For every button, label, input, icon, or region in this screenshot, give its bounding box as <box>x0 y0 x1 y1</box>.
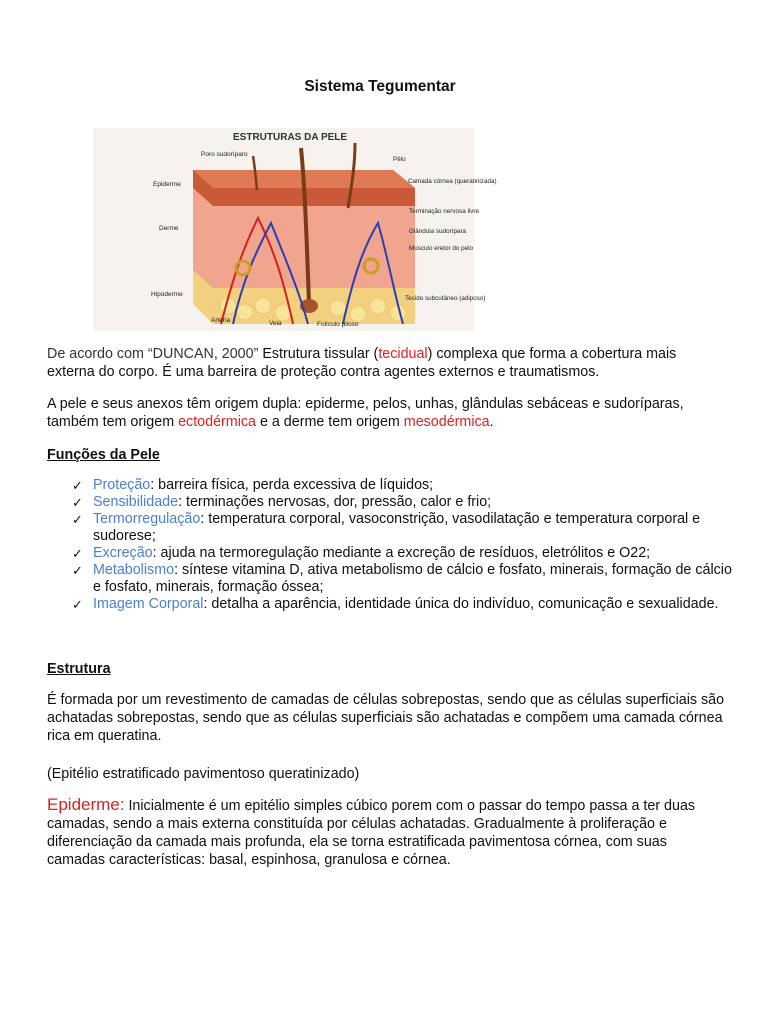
checkmark-icon: ✓ <box>72 478 83 493</box>
function-term: Excreção <box>93 545 153 561</box>
figure-heading: ESTRUTURAS DA PELE <box>233 132 348 143</box>
functions-heading: Funções da Pele <box>47 447 160 463</box>
label-poro: Poro sudoríparo <box>201 151 248 158</box>
function-term: Proteção <box>93 477 151 493</box>
epiderme-text: Inicialmente é um epitélio simples cúbico porem com o passar do tempo passa a ter duas camadas, sendo a mais externa constituída por células achatadas. Gradualmente à proliferação e diferenciação da camada mais profunda, ela se torna estratificada pavimentosa córnea, com suas camadas características: basal, espinhosa, granulosa e córnea. <box>47 798 696 868</box>
checkmark-icon: ✓ <box>72 563 83 578</box>
citation: De acordo com “DUNCAN, 2000” <box>47 346 263 362</box>
label-pelo: Pêlo <box>393 156 406 163</box>
list-item <box>47 596 737 613</box>
label-veia: Veia <box>269 320 282 327</box>
origin-text-b: e a derme tem origem <box>255 414 404 430</box>
structure-paragraph: É formada por um revestimento de camadas de células sobrepostas, sendo que as células superficiais são achatadas sobrepostas, sendo que as células superficiais são achatadas e compõem uma camada córnea rica em queratina. <box>47 692 725 744</box>
label-glandula-sudoripara: Glândula sudorípara <box>409 228 467 235</box>
label-musculo: Músculo eretor do pelo <box>409 245 474 252</box>
skin-diagram <box>93 128 497 331</box>
function-desc: : síntese vitamina D, ativa metabolismo de cálcio e fosfato, minerais, formação de cálcio e fosfato, minerais, formação óssea; <box>93 562 732 595</box>
term-epiderme: Epiderme: <box>47 795 125 814</box>
function-desc: : detalha a aparência, identidade única do indivíduo, comunicação e sexualidade. <box>203 596 719 612</box>
intro-text-a: Estrutura tissular ( <box>262 346 379 362</box>
list-item <box>47 477 737 494</box>
function-desc: : terminações nervosas, dor, pressão, calor e frio; <box>178 494 492 510</box>
intro-paragraph <box>47 345 727 381</box>
label-derme: Derme <box>159 225 179 232</box>
function-desc: : barreira física, perda excessiva de líquidos; <box>150 477 434 493</box>
epiderme-paragraph <box>47 796 727 869</box>
function-desc: : temperatura corporal, vasoconstrição, vasodilatação e temperatura corporal e sudorese; <box>93 511 701 544</box>
term-tecidual: tecidual <box>378 346 428 362</box>
label-arteria: Artéria <box>211 317 231 324</box>
label-hipoderme: Hipoderme <box>151 291 183 298</box>
function-term: Metabolismo <box>93 562 175 578</box>
epithelium-note: (Epitélio estratificado pavimentoso queratinizado) <box>47 766 360 782</box>
checkmark-icon: ✓ <box>72 597 83 612</box>
checkmark-icon: ✓ <box>72 512 83 527</box>
list-item <box>47 562 737 596</box>
page-title: Sistema Tegumentar <box>304 78 456 95</box>
label-epiderme: Epiderme <box>153 181 181 188</box>
origin-text-c: . <box>489 414 494 430</box>
skin-structure-figure <box>93 128 497 331</box>
checkmark-icon: ✓ <box>72 495 83 510</box>
functions-list <box>47 477 737 613</box>
function-term: Imagem Corporal <box>93 596 204 612</box>
function-desc: : ajuda na termoregulação mediante a excreção de resíduos, eletrólitos e O22; <box>152 545 651 561</box>
list-item <box>47 511 737 545</box>
origin-text-a: A pele e seus anexos têm origem dupla: epiderme, pelos, unhas, glândulas sebáceas e sudoríparas, também tem origem <box>47 396 684 430</box>
list-item <box>47 545 737 562</box>
label-terminacao: Terminação nervosa livre <box>409 208 479 215</box>
function-term: Termorregulação <box>93 511 201 527</box>
origin-paragraph <box>47 395 727 431</box>
label-foliculo: Folículo piloso <box>317 321 359 328</box>
structure-heading: Estrutura <box>47 661 111 677</box>
label-camada-cornea: Camada córnea (queratinizada) <box>408 178 497 185</box>
intro-text-b: ) complexa que forma a cobertura mais externa do corpo. É uma barreira de proteção contra agentes externos e traumatismos. <box>47 346 677 380</box>
checkmark-icon: ✓ <box>72 546 83 561</box>
term-mesodermica: mesodérmica <box>403 414 490 430</box>
term-ectodermica: ectodérmica <box>178 414 256 430</box>
list-item <box>47 494 737 511</box>
label-tecido: Tecido subcutâneo (adiposo) <box>405 295 486 302</box>
function-term: Sensibilidade <box>93 494 179 510</box>
